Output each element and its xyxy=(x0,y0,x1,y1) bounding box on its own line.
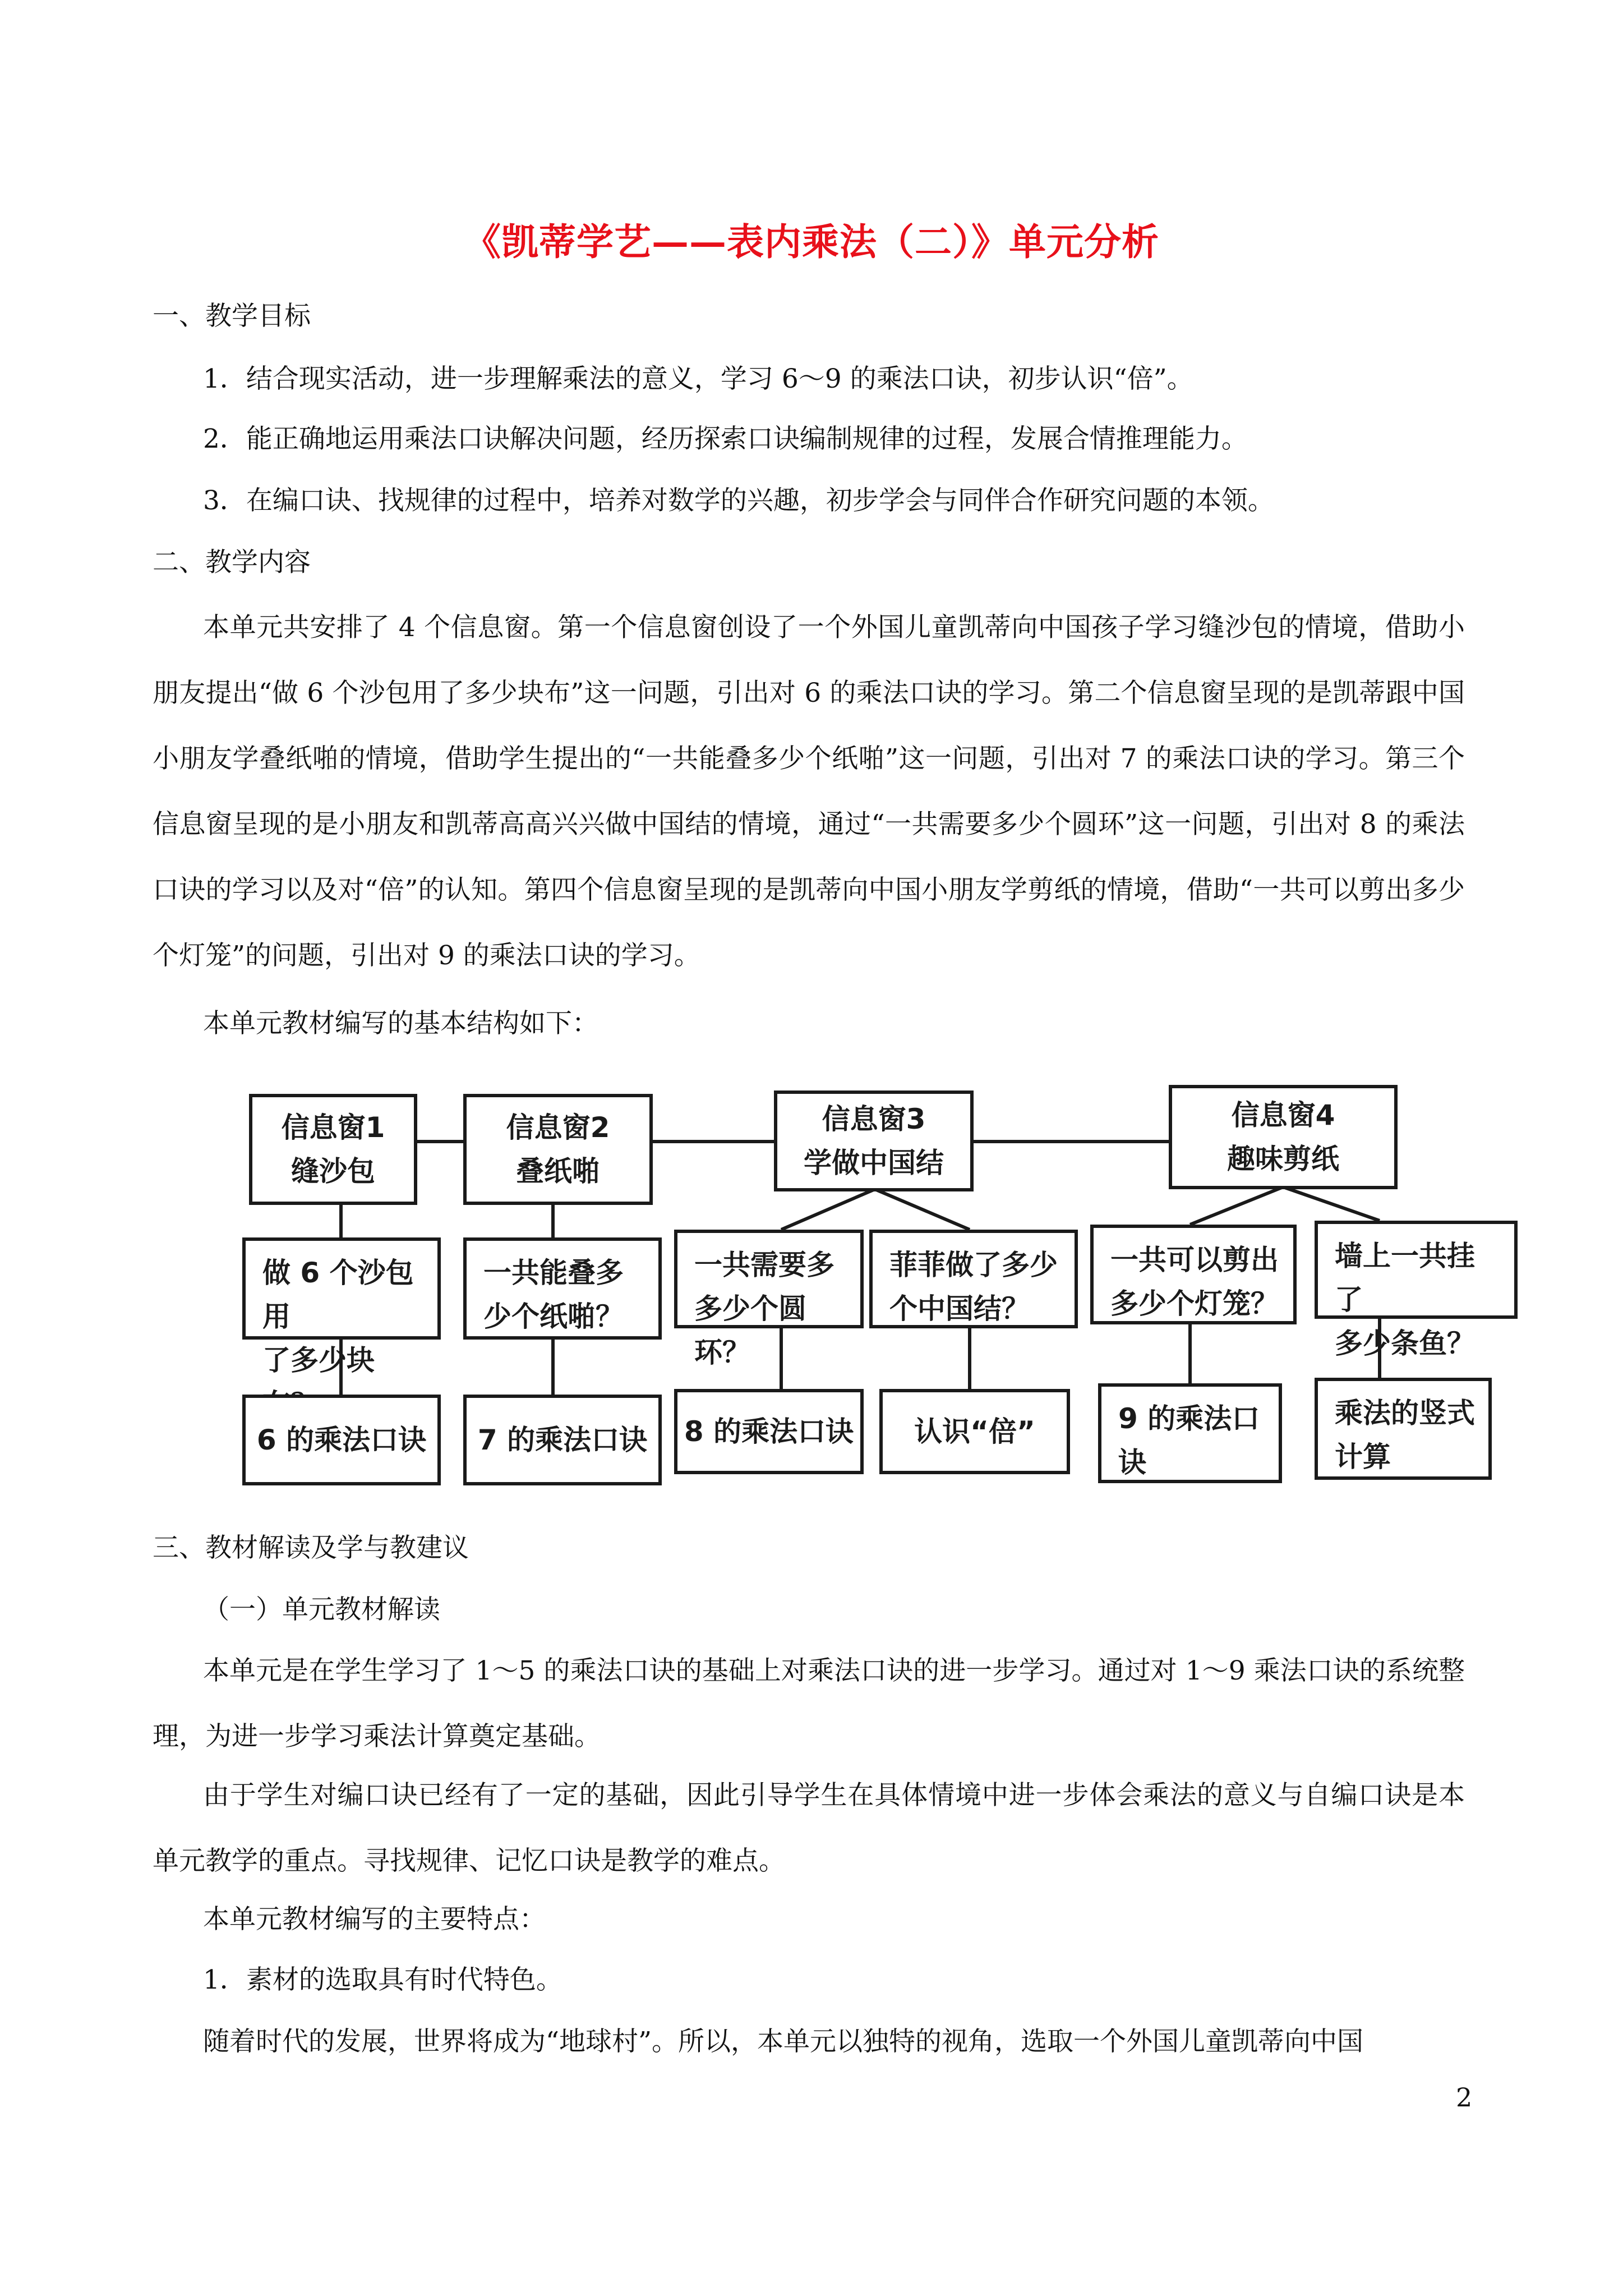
goal-item: 2．能正确地运用乘法口诀解决问题，经历探索口诀编制规律的过程，发展合情推理能力。 xyxy=(203,424,1248,454)
section-heading-content: 二、教学内容 xyxy=(153,547,311,578)
info-window-box xyxy=(1169,1085,1398,1189)
connector-line xyxy=(875,1189,970,1230)
document-title: 《凯蒂学艺——表内乘法（二）》单元分析 xyxy=(464,220,1159,264)
result-box xyxy=(463,1395,662,1485)
result-box xyxy=(674,1389,864,1474)
analysis-paragraph: 由于学生对编口诀已经有了一定的基础，因此引导学生在具体情境中进一步体会乘法的意义与自编口诀是本单元教学的重点。寻找规律、记忆口诀是教学的难点。 xyxy=(153,1780,1465,1876)
box-text: 6 的乘法口诀 xyxy=(256,1424,427,1456)
box-text: 信息窗4 xyxy=(1231,1099,1335,1131)
sub-heading: （一）单元教材解读 xyxy=(203,1594,440,1625)
box-text: 多少个灯笼？ xyxy=(1110,1287,1279,1320)
box-text: 多少条鱼？ xyxy=(1335,1327,1475,1360)
box-text: 多少个圆环？ xyxy=(694,1292,806,1369)
box-text: 认识“倍” xyxy=(914,1415,1035,1448)
question-box xyxy=(1090,1225,1297,1324)
analysis-paragraph: 本单元是在学生学习了 1～5 的乘法口诀的基础上对乘法口诀的进一步学习。通过对 1～9 乘法口诀的系统整理，为进一步学习乘法计算奠定基础。 xyxy=(153,1655,1465,1752)
box-text: 诀 xyxy=(1118,1446,1146,1479)
box-text: 乘法的竖式 xyxy=(1335,1397,1475,1429)
question-box xyxy=(463,1237,662,1340)
result-box xyxy=(242,1395,441,1485)
connector-line xyxy=(1283,1187,1380,1221)
result-box xyxy=(1315,1378,1492,1480)
box-text: 计算 xyxy=(1335,1441,1391,1473)
box-text: 缝沙包 xyxy=(291,1155,375,1188)
structure-intro: 本单元教材编写的基本结构如下： xyxy=(203,1008,598,1039)
box-text: 一共能叠多 xyxy=(483,1257,624,1289)
goal-item: 3．在编口诀、找规律的过程中，培养对数学的兴趣，初步学会与同伴合作研究问题的本领。 xyxy=(203,485,1274,516)
info-window-box xyxy=(249,1094,417,1205)
section-heading-goals: 一、教学目标 xyxy=(153,301,311,332)
features-intro: 本单元教材编写的主要特点： xyxy=(203,1904,546,1935)
goal-item: 1．结合现实活动，进一步理解乘法的意义，学习 6～9 的乘法口诀，初步认识“倍”。 xyxy=(203,364,1193,394)
box-text: 一共需要多 xyxy=(694,1249,834,1281)
box-text: 趣味剪纸 xyxy=(1227,1143,1339,1175)
page-number: 2 xyxy=(1456,2082,1473,2113)
box-text: 9 的乘法口 xyxy=(1118,1402,1260,1435)
question-box xyxy=(674,1230,864,1369)
box-text: 信息窗3 xyxy=(822,1103,926,1135)
box-text: 菲菲做了多少 xyxy=(889,1249,1058,1281)
box-text: 信息窗1 xyxy=(281,1111,385,1144)
info-window-box xyxy=(463,1094,653,1205)
question-box xyxy=(1315,1221,1518,1360)
connector-line xyxy=(1190,1187,1283,1225)
box-text: 学做中国结 xyxy=(804,1147,944,1179)
box-text: 8 的乘法口诀 xyxy=(684,1415,854,1448)
result-box xyxy=(879,1389,1070,1474)
result-box xyxy=(1098,1383,1282,1483)
box-text: 7 的乘法口诀 xyxy=(477,1424,648,1456)
box-text: 一共可以剪出 xyxy=(1110,1244,1279,1276)
section-heading-analysis: 三、教材解读及学与教建议 xyxy=(153,1533,469,1563)
box-text: 墙上一共挂了 xyxy=(1335,1240,1475,1316)
box-text: 信息窗2 xyxy=(506,1111,610,1144)
box-text: 了多少块 xyxy=(262,1344,375,1377)
box-text: 个中国结？ xyxy=(889,1292,1030,1325)
box-text: 做 6 个沙包用 xyxy=(262,1257,414,1333)
info-window-box xyxy=(774,1091,974,1191)
content-paragraph: 本单元共安排了 4 个信息窗。第一个信息窗创设了一个外国儿童凯蒂向中国孩子学习缝沙包的情境，借助小朋友提出“做 6 个沙包用了多少块布”这一问题，引出对 6 的乘法口诀的学习。第二个信息窗呈现的是凯蒂跟中国小朋友学叠纸啪的情境，借助学生提出的“一共能叠多少个纸啪”这一问题，引出对 7 的乘法口诀的学习。第三个信息窗呈现的是小朋友和凯蒂高高兴兴做中国结的情境，通过“一共需要多少个圆环”这一问题，引出对 8 的乘法口诀的学习以及对“倍”的认知。第四个信息窗呈现的是凯蒂向中国小朋友学剪纸的情境，借助“一共可以剪出多少个灯笼”的问题，引出对 9 的乘法口诀的学习。 xyxy=(153,612,1465,971)
analysis-paragraph: 随着时代的发展，世界将成为“地球村”。所以，本单元以独特的视角，选取一个外国儿童凯蒂向中国 xyxy=(203,2026,1364,2057)
connector-line xyxy=(781,1189,875,1230)
box-text: 少个纸啪？ xyxy=(483,1300,624,1333)
feature-item: 1．素材的选取具有时代特色。 xyxy=(203,1964,562,1995)
question-box xyxy=(869,1230,1078,1328)
box-text: 叠纸啪 xyxy=(516,1155,600,1188)
question-box xyxy=(242,1237,441,1377)
